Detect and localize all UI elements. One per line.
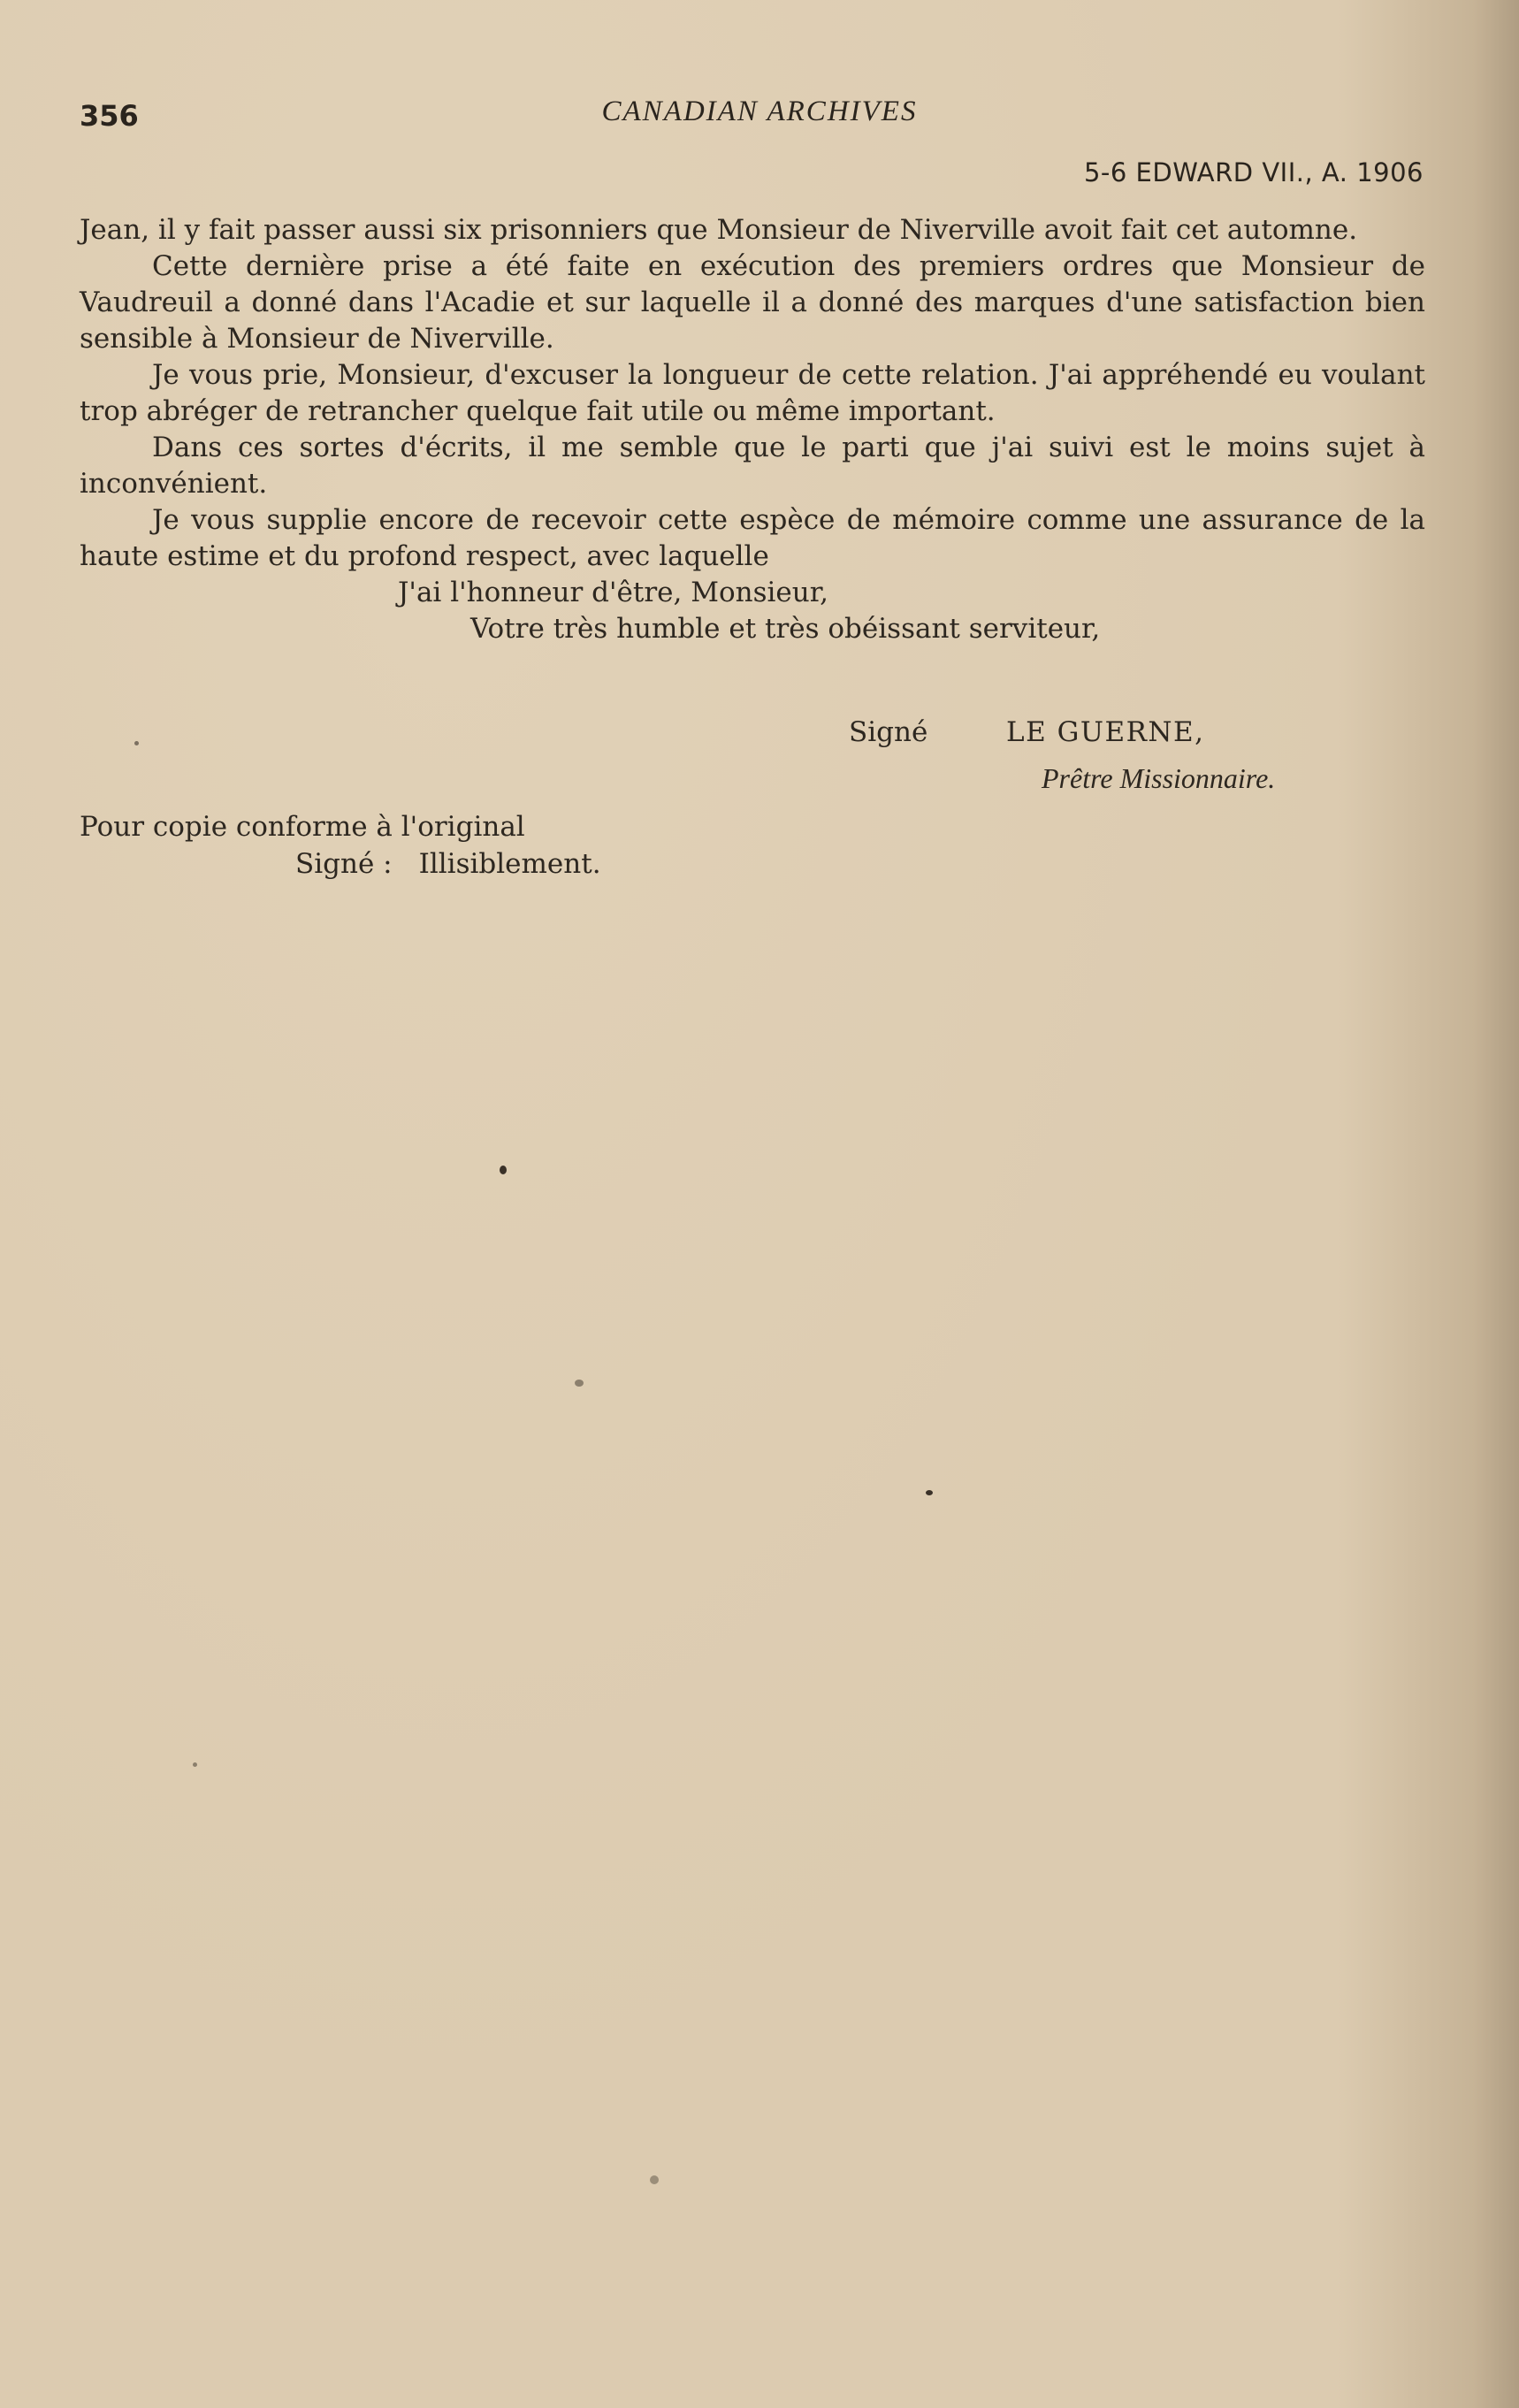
paper-speck — [134, 741, 139, 745]
copy-note-line: Pour copie conforme à l'original — [80, 811, 525, 843]
closing-line-1: J'ai l'honneur d'être, Monsieur, — [398, 577, 828, 608]
closing-line-2: Votre très humble et très obéissant serviteur, — [470, 613, 1101, 645]
paper-speck — [193, 1762, 197, 1767]
signature-block — [849, 716, 1415, 794]
page-number: 356 — [80, 99, 139, 133]
copy-note-signature-value: Illisiblement. — [418, 848, 601, 880]
paragraph: Cette dernière prise a été faite en exécution des premiers ordres que Monsieur de Vaudreuil a donné dans l'Acadie et sur laquelle il a donné des marques d'une satisfaction bien sensible à Monsieur de Niverville. — [80, 250, 1425, 355]
paper-speck — [575, 1380, 584, 1387]
signature-label: Signé — [849, 716, 928, 748]
signature-name: LE GUERNE, — [1006, 716, 1205, 748]
paper-speck — [650, 2175, 659, 2184]
paragraph: Je vous prie, Monsieur, d'excuser la longueur de cette relation. J'ai appréhendé eu voulant trop abréger de retrancher quelque fait utile ou même important. — [80, 359, 1425, 427]
copy-attestation — [80, 808, 601, 883]
copy-note-signature-label: Signé : — [295, 848, 393, 880]
paper-speck — [500, 1166, 507, 1174]
signature-title: Prêtre Missionnaire. — [1042, 762, 1276, 794]
letter-body — [80, 212, 1425, 647]
copy-note-signature — [80, 845, 601, 883]
running-title: CANADIAN ARCHIVES — [601, 96, 918, 127]
paragraph: Je vous supplie encore de recevoir cette espèce de mémoire comme une assurance de la haute estime et du profond respect, avec laquelle — [80, 504, 1425, 572]
paper-speck — [926, 1490, 933, 1495]
paragraph: Dans ces sortes d'écrits, il me semble que le parti que j'ai suivi est le moins sujet à inconvénient. — [80, 432, 1425, 500]
session-label: 5-6 EDWARD VII., A. 1906 — [1083, 157, 1424, 187]
paragraph-continuation: Jean, il y fait passer aussi six prisonniers que Monsieur de Niverville avoit fait cet automne. — [80, 214, 1358, 246]
